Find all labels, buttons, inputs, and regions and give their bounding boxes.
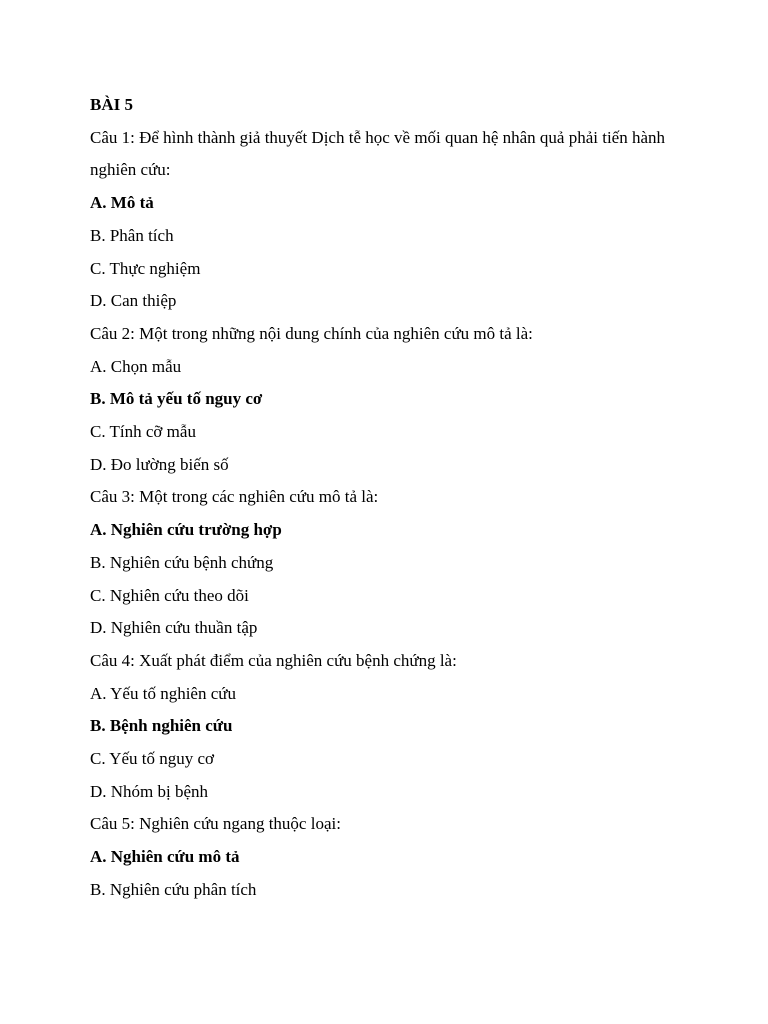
answer-option: A. Yếu tố nghiên cứu xyxy=(90,683,236,703)
question-block xyxy=(90,645,680,809)
answer-option: B. Phân tích xyxy=(90,225,174,245)
answer-option: C. Thực nghiệm xyxy=(90,258,201,278)
answer-option: C. Nghiên cứu theo dõi xyxy=(90,585,249,605)
answer-option: D. Can thiệp xyxy=(90,291,177,311)
answer-option: D. Nhóm bị bệnh xyxy=(90,781,209,801)
lesson-title: BÀI 5 xyxy=(90,95,133,114)
question-text: Câu 1: Để hình thành giả thuyết Dịch tễ học về mối quan hệ nhân quả phải tiến hành nghiên cứu: xyxy=(90,127,666,180)
answer-option-correct: B. Bệnh nghiên cứu xyxy=(90,716,233,736)
answer-option-correct: A. Nghiên cứu trường hợp xyxy=(90,520,282,540)
question-text: Câu 5: Nghiên cứu ngang thuộc loại: xyxy=(90,814,341,834)
answer-option-correct: B. Mô tả yếu tố nguy cơ xyxy=(90,389,263,409)
answer-option: C. Tính cỡ mẫu xyxy=(90,422,196,442)
answer-option: B. Nghiên cứu phân tích xyxy=(90,879,257,899)
question-block xyxy=(90,318,680,482)
question-block xyxy=(90,808,680,906)
answer-option: D. Đo lường biến số xyxy=(90,454,229,474)
question-block xyxy=(90,122,680,318)
answer-option-correct: A. Nghiên cứu mô tả xyxy=(90,847,240,867)
answer-option: C. Yếu tố nguy cơ xyxy=(90,749,215,769)
question-text: Câu 4: Xuất phát điểm của nghiên cứu bệnh chứng là: xyxy=(90,650,457,670)
question-text: Câu 2: Một trong những nội dung chính của nghiên cứu mô tả là: xyxy=(90,323,533,343)
document-page xyxy=(90,89,680,907)
answer-option: A. Chọn mẫu xyxy=(90,356,182,376)
answer-option: B. Nghiên cứu bệnh chứng xyxy=(90,552,274,572)
question-block xyxy=(90,481,680,645)
answer-option-correct: A. Mô tả xyxy=(90,193,154,213)
question-text: Câu 3: Một trong các nghiên cứu mô tả là: xyxy=(90,487,379,507)
answer-option: D. Nghiên cứu thuần tập xyxy=(90,618,258,638)
